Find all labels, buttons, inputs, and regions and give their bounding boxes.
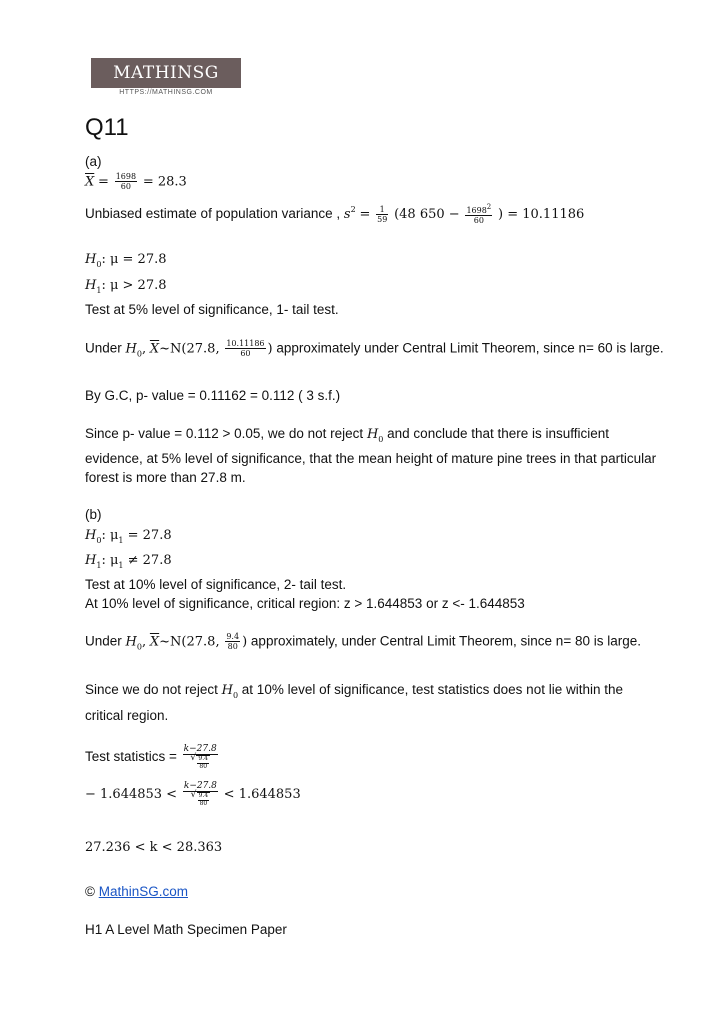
under-fraction-b: [225, 632, 240, 651]
test-statistic-label: Test statistics =: [85, 749, 177, 765]
under-h-sub-a: 0: [136, 349, 142, 359]
distribution-statement-a: [85, 339, 664, 359]
mean-denominator: 60: [120, 182, 131, 192]
h1-symbol-b: H: [85, 553, 97, 568]
h1-subscript-b: 1: [96, 561, 102, 570]
mathinsg-link[interactable]: MathinSG.com: [98, 884, 188, 899]
since-1a: Since we do not reject: [85, 682, 218, 697]
under-frac-den-a: 60: [240, 349, 251, 359]
critical-region: At 10% level of significance, critical region: z > 1.644853 or z <- 1.644853: [85, 596, 525, 611]
under-text-a: approximately under Central Limit Theorem, since n= 60 is large.: [276, 340, 664, 356]
since-h: H: [221, 683, 233, 698]
variance-frac2-num: 1698: [466, 206, 487, 215]
under-h-sub-b: 0: [136, 642, 142, 652]
h1-statement-b: ≠ 27.8: [123, 553, 172, 568]
since-line-2: critical region.: [85, 708, 169, 723]
conclusion-1b: and conclude that there is insufficient: [387, 426, 610, 441]
mean-equals: =: [98, 174, 109, 190]
mean-result: = 28.3: [142, 174, 187, 190]
conclusion-h: H: [366, 427, 379, 442]
h0-mu-sub-b: 1: [118, 536, 124, 545]
h0-mu-b: : μ: [101, 528, 119, 543]
test-statistic-fraction: [183, 744, 218, 771]
final-answer: 27.236 < k < 28.363: [85, 840, 223, 855]
under-close-b: ): [242, 634, 248, 650]
distribution-statement-b: [85, 632, 641, 652]
ts-den-den: 80: [199, 763, 208, 771]
copyright-symbol: ©: [85, 884, 95, 899]
under-frac-num-b: 9.4: [226, 632, 240, 641]
under-xbar-b: $\overline{X}$: [149, 634, 160, 650]
h0-subscript-b: 0: [96, 536, 102, 545]
inequality-right: < 1.644853: [223, 787, 301, 803]
logo: MATHINSG: [91, 58, 241, 88]
test-statistic-num: k−27.8: [183, 744, 217, 754]
paper-title: H1 A Level Math Specimen Paper: [85, 922, 287, 937]
under-text-b: approximately, under Central Limit Theorem, since n= 80 is large.: [250, 633, 641, 649]
under-word-a: Under: [85, 340, 122, 356]
since-line-1: [85, 682, 623, 701]
inequality-num: k−27.8: [183, 781, 217, 791]
question-title: Q11: [85, 114, 129, 141]
h1-statement: : μ > 27.8: [101, 278, 167, 293]
under-h-b: H: [125, 634, 137, 650]
part-b-label: (b): [85, 507, 102, 522]
null-hypothesis-b: [85, 527, 172, 546]
h0-symbol-b: H: [85, 528, 97, 543]
ts-den-num: √ 9.4: [198, 755, 208, 763]
under-frac-num-a: 10.11186: [226, 339, 265, 348]
variance-label: Unbiased estimate of population variance ,: [85, 205, 341, 221]
under-close-a: ): [267, 341, 273, 357]
h1-mu-b: : μ: [101, 553, 119, 568]
h1-symbol: H: [85, 278, 97, 293]
conclusion-line-2: evidence, at 5% level of significance, that the mean height of mature pine trees in that particular: [85, 451, 657, 466]
mean-fraction: [115, 172, 137, 191]
h0-statement-b: = 27.8: [123, 528, 172, 543]
variance-frac-num: 1: [376, 205, 388, 215]
variance-fraction-2: [465, 203, 492, 225]
copyright: [85, 884, 188, 900]
under-comma-b: ,: [141, 634, 147, 650]
part-a-label: (a): [85, 154, 102, 169]
under-comma-a: ,: [141, 341, 147, 357]
variance-s: s: [343, 206, 351, 222]
p-value-line: By G.C, p- value = 0.11162 = 0.112 ( 3 s.f.): [85, 388, 341, 403]
variance-fraction: [376, 205, 388, 224]
conclusion-line-1: [85, 426, 609, 445]
under-dist-a: ~N(27.8,: [159, 341, 220, 357]
under-fraction-a: [225, 339, 265, 358]
h0-symbol: H: [85, 252, 97, 267]
variance-s-power: 2: [350, 204, 356, 214]
since-1b: at 10% level of significance, test statistics does not lie within the: [241, 682, 623, 697]
sample-mean-equation: [85, 172, 187, 191]
conclusion-1a: Since p- value = 0.112 > 0.05, we do not reject: [85, 426, 364, 441]
variance-sum-term: (48 650 −: [394, 206, 460, 222]
variance-equation: [85, 203, 584, 225]
mean-numerator: 1698: [115, 172, 137, 181]
conclusion-h-sub: 0: [378, 435, 384, 444]
under-xbar-a: $\overline{X}$: [149, 341, 160, 357]
logo-url: HTTPS://MATHINSG.COM: [119, 89, 213, 96]
inequality-fraction: [183, 781, 218, 808]
alt-hypothesis-a: [85, 277, 167, 296]
xbar-symbol: $\overline{X}$: [85, 174, 95, 190]
ineq-den-num: √ 9.4: [198, 792, 209, 800]
under-dist-b: ~N(27.8,: [159, 634, 220, 650]
variance-frac-den: 59: [377, 214, 388, 224]
null-hypothesis-a: [85, 251, 167, 270]
test-level-a: Test at 5% level of significance, 1- tail test.: [85, 302, 339, 317]
test-statistic: [85, 744, 220, 771]
h0-subscript: 0: [96, 260, 102, 269]
variance-frac2-den: 60: [473, 216, 484, 226]
under-h-a: H: [125, 341, 137, 357]
inequality: [85, 781, 301, 808]
test-level-b: Test at 10% level of significance, 2- tail test.: [85, 577, 347, 592]
ineq-den-den: 80: [199, 800, 208, 808]
h1-subscript: 1: [96, 286, 102, 295]
variance-equals: =: [359, 206, 371, 222]
variance-result: ) = 10.11186: [498, 206, 585, 222]
inequality-left: − 1.644853 <: [85, 787, 178, 803]
h0-statement: : μ = 27.8: [101, 252, 167, 267]
alt-hypothesis-b: [85, 552, 172, 571]
under-word-b: Under: [85, 633, 122, 649]
since-h-sub: 0: [232, 691, 239, 700]
conclusion-line-3: forest is more than 27.8 m.: [85, 470, 246, 485]
under-frac-den-b: 80: [227, 642, 238, 652]
h1-mu-sub-b: 1: [118, 561, 124, 570]
variance-frac2-power: 2: [486, 203, 492, 211]
